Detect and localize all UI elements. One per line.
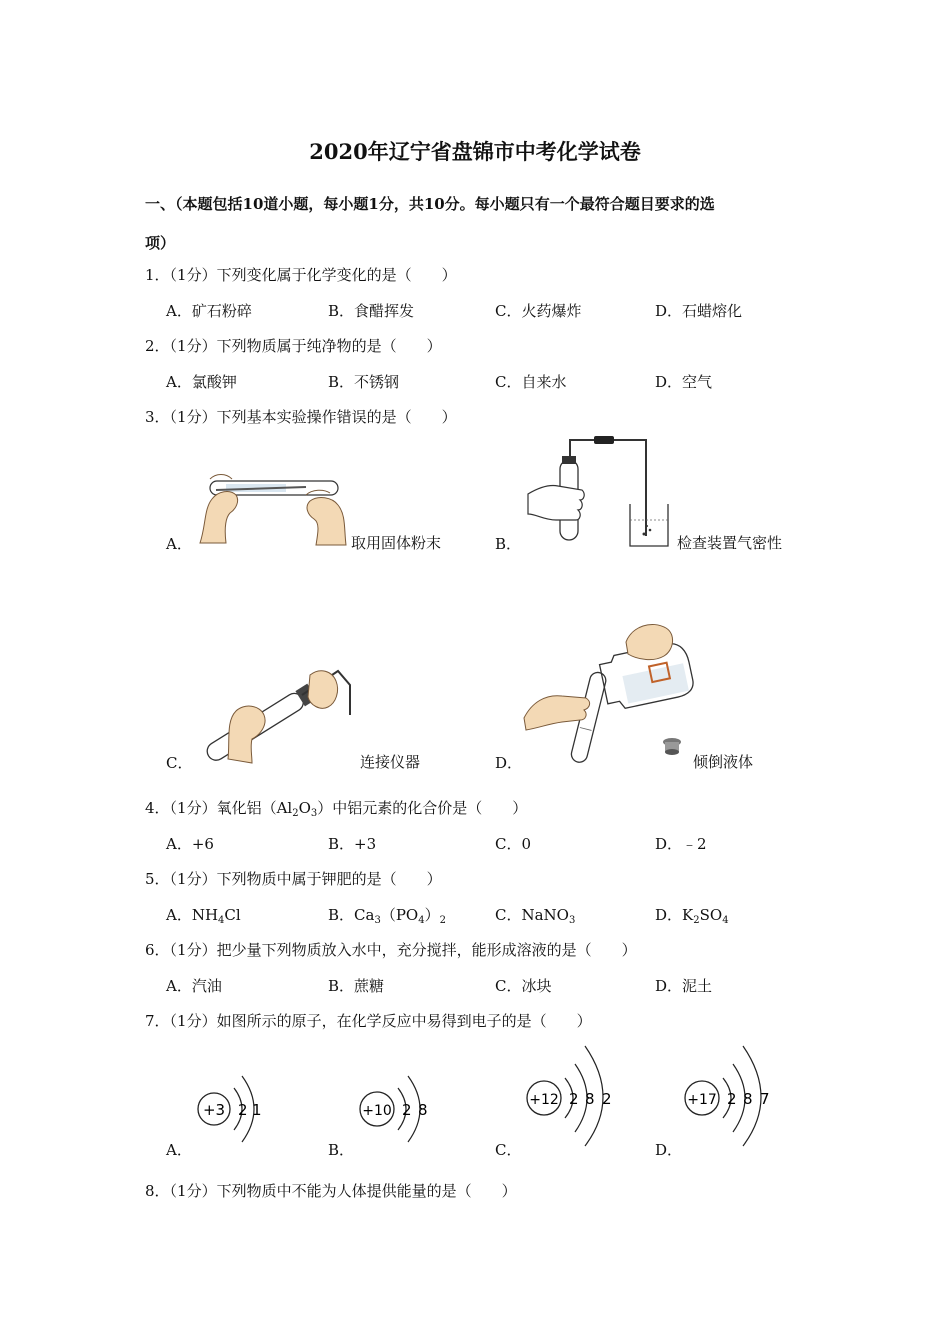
q3-option-a-caption: 取用固体粉末: [351, 534, 442, 552]
question-number: 8．: [145, 1182, 170, 1200]
q1-option-b: B．食醋挥发: [328, 302, 415, 320]
subscript: 2: [439, 915, 446, 926]
shell-electrons: 2: [569, 1090, 579, 1108]
question-number: 5．: [145, 870, 170, 888]
shell-electrons: 8: [585, 1090, 595, 1108]
atom-structure-icon: [194, 1066, 274, 1150]
q5-option-c: [495, 904, 575, 926]
shell-electrons: 2: [602, 1090, 612, 1108]
q4-option-b: B．+3: [328, 835, 377, 853]
q4-option-a: A．+6: [166, 835, 214, 853]
question-stem: （1分）下列物质中属于钾肥的是（ ）: [169, 870, 442, 888]
q2-option-a: A．氯酸钾: [166, 373, 237, 391]
shell-electrons: 2: [402, 1101, 412, 1119]
q6-option-c: C．冰块: [495, 977, 552, 995]
question-8: [145, 1180, 517, 1201]
question-5: [145, 868, 442, 889]
q7-option-c-letter: C．: [495, 1141, 522, 1159]
q6-option-d: D．泥土: [655, 977, 713, 995]
q3-option-c-caption: 连接仪器: [360, 753, 421, 771]
question-stem: （1分）下列变化属于化学变化的是（ ）: [169, 266, 457, 284]
shell-electrons: 2: [238, 1101, 248, 1119]
q3-option-b-letter: B．: [495, 535, 522, 553]
connect-tube-icon: [190, 655, 358, 765]
atom-structure-icon: [525, 1042, 625, 1146]
subscript: 3: [568, 915, 576, 926]
test-tube-powder-icon: [196, 465, 348, 547]
question-stem-post: ）中铝元素的化合价是（ ）: [317, 799, 528, 817]
formula-part: ）: [424, 906, 440, 924]
q5-option-b: [328, 904, 446, 926]
q2-option-c: C．自来水: [495, 373, 567, 391]
formula-part: SO: [699, 906, 723, 924]
question-stem-mid: O: [298, 799, 311, 817]
question-stem: （1分）把少量下列物质放入水中，充分搅拌，能形成溶液的是（ ）: [169, 941, 637, 959]
nucleus-charge: +12: [529, 1092, 559, 1108]
formula-part: C．NaNO: [495, 906, 569, 924]
q4-option-c: C．0: [495, 835, 532, 853]
question-stem: （1分）下列物质中不能为人体提供能量的是（ ）: [169, 1182, 517, 1200]
question-stem: （1分）下列基本实验操作错误的是（ ）: [169, 408, 457, 426]
shell-electrons: 1: [252, 1101, 262, 1119]
q7-option-d-letter: D．: [655, 1141, 683, 1159]
q6-option-a: A．汽油: [166, 977, 222, 995]
q7-option-b-letter: B．: [328, 1141, 355, 1159]
question-6: [145, 939, 637, 960]
formula-part: B．Ca: [328, 906, 375, 924]
shell-electrons: 8: [418, 1101, 428, 1119]
shell-electrons: 8: [743, 1090, 753, 1108]
q6-option-b: B．蔗糖: [328, 977, 385, 995]
q2-option-b: B．不锈钢: [328, 373, 400, 391]
formula-part: Cl: [224, 906, 241, 924]
question-7: [145, 1010, 592, 1031]
exam-title: 2020年辽宁省盘锦市中考化学试卷: [309, 139, 641, 164]
q5-option-a: [166, 904, 241, 926]
question-number: 7．: [145, 1012, 170, 1030]
q4-option-d: D．﹣2: [655, 835, 707, 853]
question-number: 3．: [145, 408, 170, 426]
q1-option-c: C．火药爆炸: [495, 302, 582, 320]
q2-option-d: D．空气: [655, 373, 713, 391]
question-number: 4．: [145, 799, 170, 817]
nucleus-charge: +3: [202, 1101, 226, 1119]
q3-option-d-caption: 倾倒液体: [693, 753, 754, 771]
question-number: 2．: [145, 337, 170, 355]
subscript: 2: [292, 808, 299, 819]
atom-structure-icon: [683, 1042, 783, 1146]
question-3: [145, 406, 457, 427]
q1-option-d: D．石蜡熔化: [655, 302, 743, 320]
q1-option-a: A．矿石粉碎: [166, 302, 252, 320]
q3-option-d-letter: D．: [495, 754, 523, 772]
question-stem-pre: （1分）氧化铝（Al: [169, 799, 293, 817]
pour-liquid-icon: [522, 612, 694, 770]
section-heading-line2: 项）: [145, 234, 176, 252]
q5-option-d: [655, 904, 729, 926]
formula-part: D．K: [655, 906, 694, 924]
q3-option-b-caption: 检查装置气密性: [677, 534, 783, 552]
question-2: [145, 335, 442, 356]
nucleus-charge: +17: [687, 1092, 717, 1108]
question-1: [145, 264, 457, 285]
nucleus-charge: +10: [362, 1103, 392, 1119]
subscript: 4: [418, 915, 425, 926]
subscript: 3: [310, 808, 318, 819]
question-4: [145, 797, 527, 819]
subscript: 4: [218, 915, 225, 926]
section-heading-line1: 一、（本题包括10道小题，每小题1分，共10分。每小题只有一个最符合题目要求的选: [145, 195, 715, 213]
question-stem: （1分）下列物质属于纯净物的是（ ）: [169, 337, 442, 355]
question-stem: （1分）如图所示的原子，在化学反应中易得到电子的是（ ）: [169, 1012, 592, 1030]
subscript: 3: [374, 915, 381, 926]
subscript: 4: [722, 915, 729, 926]
q3-option-c-letter: C．: [166, 754, 193, 772]
question-number: 1．: [145, 266, 170, 284]
shell-electrons: 7: [760, 1090, 770, 1108]
subscript: 2: [693, 915, 700, 926]
shell-electrons: 2: [727, 1090, 737, 1108]
formula-part: A．NH: [166, 906, 219, 924]
question-number: 6．: [145, 941, 170, 959]
formula-part: （PO: [380, 906, 419, 924]
q7-option-a-letter: A．: [166, 1141, 192, 1159]
airtightness-apparatus-icon: [526, 434, 676, 550]
q3-option-a-letter: A．: [166, 535, 192, 553]
atom-structure-icon: [358, 1066, 438, 1150]
